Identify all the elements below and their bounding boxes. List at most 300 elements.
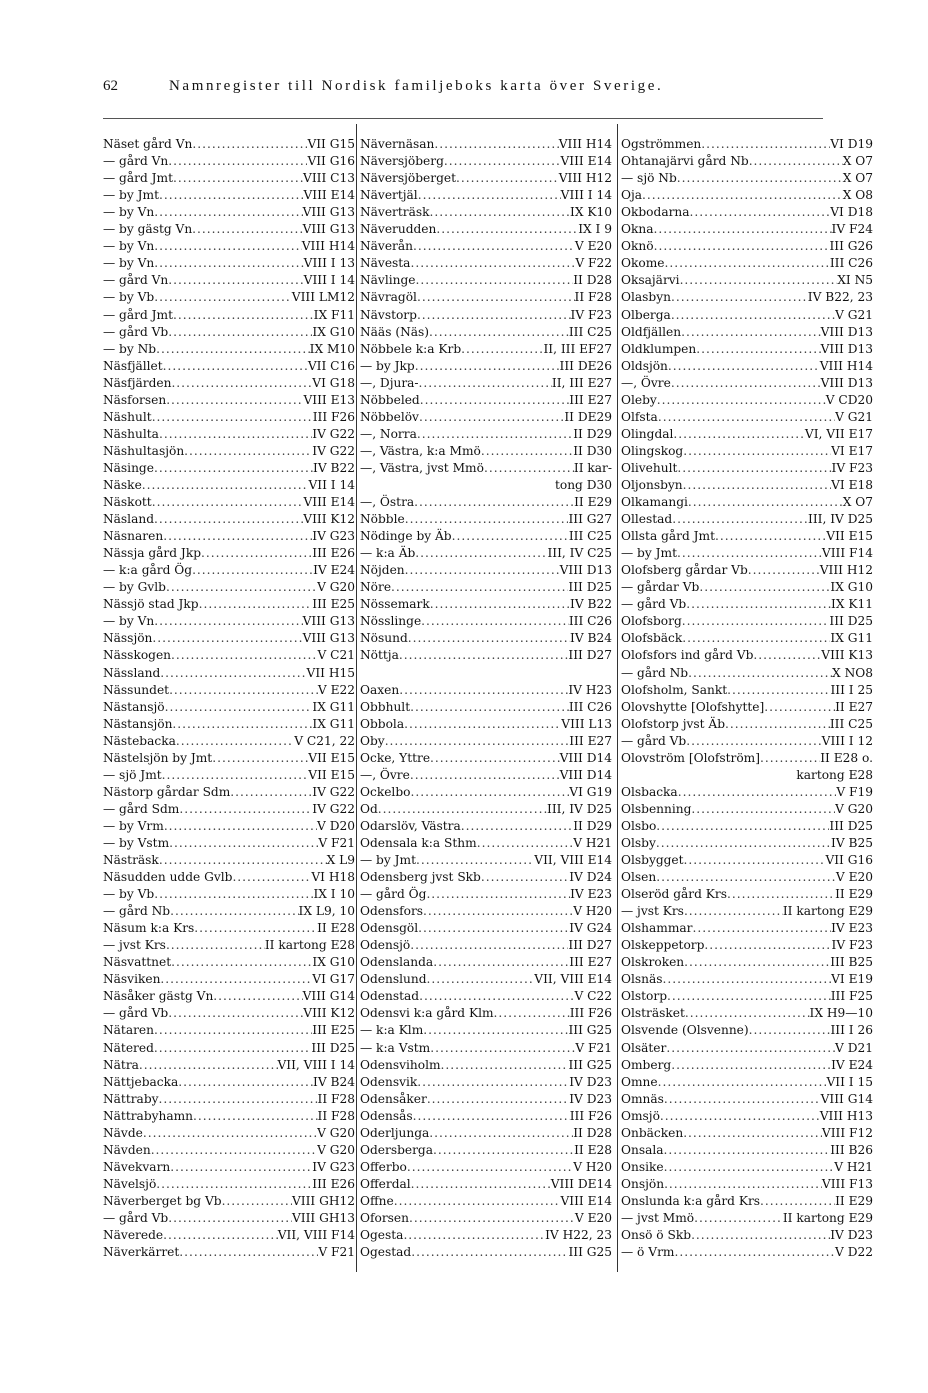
entry-reference: II D29	[573, 426, 612, 441]
entry-name: Nätaren	[103, 1023, 154, 1038]
entry-name: Okome	[621, 256, 665, 271]
entry-reference: V G21	[835, 307, 873, 322]
entry-reference: III, IV D25	[808, 512, 873, 527]
entry-name: Olivehult	[621, 460, 678, 475]
dot-leader	[664, 255, 829, 272]
entry-name: Olskroken	[621, 955, 685, 970]
index-entry	[360, 1108, 612, 1125]
entry-reference: III I 25	[830, 682, 873, 697]
entry-reference: VIII E14	[303, 495, 355, 510]
dot-leader	[184, 443, 312, 460]
index-entry	[103, 204, 355, 221]
entry-name: Onsjön	[621, 1176, 665, 1191]
entry-name: Odenstad	[360, 989, 420, 1004]
entry-name: Olsvende (Olsvenne)	[621, 1023, 749, 1038]
entry-name: Oaxen	[360, 682, 400, 697]
entry-name: Olingdal	[621, 426, 674, 441]
entry-reference: II D28	[573, 1125, 612, 1140]
dot-leader	[664, 1142, 831, 1159]
entry-name: Nösund	[360, 631, 408, 646]
dot-leader	[409, 1210, 575, 1227]
index-entry	[103, 545, 355, 562]
entry-reference: VI E17	[831, 443, 873, 458]
entry-name: Olofsborg	[621, 614, 682, 629]
index-entry	[360, 1057, 612, 1074]
entry-reference: VII I 15	[826, 1074, 873, 1089]
index-entry	[621, 682, 873, 699]
dot-leader	[658, 409, 835, 426]
entry-name: Näske	[103, 477, 142, 492]
dot-leader	[696, 341, 820, 358]
index-entry	[621, 716, 873, 733]
entry-reference: V C21	[317, 648, 355, 663]
index-entry	[103, 750, 355, 767]
index-entry	[103, 630, 355, 647]
entry-name: Olkamangi	[621, 495, 688, 510]
index-entry	[621, 443, 873, 460]
index-entry	[621, 306, 873, 323]
index-entry	[621, 324, 873, 341]
index-entry	[621, 1022, 873, 1039]
entry-name: Ohtanajärvi gård Nb	[621, 154, 749, 169]
entry-name: Nöbble	[360, 512, 405, 527]
entry-name: — by Vn	[103, 205, 155, 220]
index-entry	[103, 289, 355, 306]
entry-name: —, Västra, k:a Mmö	[360, 443, 481, 458]
index-entry	[103, 869, 355, 886]
entry-reference: III C26	[829, 256, 873, 271]
entry-reference: II D29	[573, 818, 612, 833]
dot-leader	[691, 801, 835, 818]
entry-name: Odensjö	[360, 938, 411, 953]
dot-leader	[656, 818, 829, 835]
entry-reference: IV D24	[569, 870, 612, 885]
entry-reference: III C25	[568, 324, 612, 339]
dot-leader	[154, 613, 302, 630]
dot-leader	[173, 170, 303, 187]
index-entry	[360, 272, 612, 289]
entry-name: Näsfjärden	[103, 375, 172, 390]
index-entry	[621, 477, 873, 494]
index-entry	[360, 750, 612, 767]
entry-name: — by Vn	[103, 256, 155, 271]
dot-leader	[152, 409, 313, 426]
entry-reference: VIII D13	[820, 341, 873, 356]
index-entry	[621, 1108, 873, 1125]
dot-leader	[749, 1022, 831, 1039]
index-entry	[103, 1057, 355, 1074]
index-entry	[103, 682, 355, 699]
dot-leader	[701, 136, 830, 153]
entry-reference: VII H15	[306, 665, 355, 680]
entry-reference: V E20	[574, 1211, 612, 1225]
index-entry	[360, 341, 612, 358]
index-entry	[360, 426, 612, 443]
index-entry	[360, 375, 612, 392]
entry-reference: III DE26	[559, 358, 612, 373]
entry-reference: V F21	[318, 1245, 355, 1260]
index-entry	[103, 153, 355, 170]
entry-name: Odensberg jvst Skb	[360, 870, 481, 885]
entry-reference: VIII F14	[821, 546, 873, 561]
index-entry	[360, 443, 612, 460]
index-entry	[621, 579, 873, 596]
entry-name: Nävekvarn	[103, 1159, 171, 1174]
dot-leader	[677, 545, 822, 562]
entry-reference: VIII K13	[821, 648, 873, 663]
entry-reference: IX G11	[312, 716, 355, 731]
index-entry	[621, 1193, 873, 1210]
dot-leader	[427, 971, 535, 988]
entry-reference: VIII I 14	[303, 273, 355, 288]
entry-name: — by Vstm	[103, 835, 170, 850]
entry-name: Olsbenning	[621, 801, 692, 816]
entry-name: Olovshytte [Olofshytte]	[621, 699, 765, 714]
entry-name: Näsfjället	[103, 358, 163, 373]
index-entry	[621, 988, 873, 1005]
entry-name: Nöjden	[360, 563, 405, 578]
dot-leader	[417, 1074, 569, 1091]
entry-name: —, Östra	[360, 495, 415, 510]
entry-name: —, Övre	[360, 767, 410, 782]
entry-reference: IV G22	[312, 784, 355, 799]
entry-name: Nävesta	[360, 256, 411, 271]
dot-leader	[683, 443, 831, 460]
index-entry	[621, 596, 873, 613]
entry-reference: XI N5	[837, 273, 873, 288]
entry-reference: VII E15	[308, 750, 355, 765]
entry-reference: IV H22, 23	[545, 1228, 612, 1243]
entry-name: Olstorp	[621, 989, 668, 1004]
entry-name: Offne	[360, 1193, 394, 1208]
entry-name: Oldfjällen	[621, 324, 682, 339]
index-entry	[360, 238, 612, 255]
entry-reference: VIII G14	[302, 989, 355, 1004]
entry-reference: II E29	[835, 1193, 873, 1208]
index-entry	[360, 937, 612, 954]
index-entry	[360, 1022, 612, 1039]
dot-leader	[414, 494, 574, 511]
entry-reference: IX H9—10	[809, 1006, 873, 1021]
index-entry	[621, 562, 873, 579]
entry-name: — k:a Äb	[360, 546, 416, 561]
index-entry	[103, 767, 355, 784]
entry-name: — sjö Nb	[621, 171, 677, 186]
entry-name: — gård Vb	[621, 597, 687, 612]
dot-leader	[173, 307, 314, 324]
entry-name: Nättraby	[103, 1091, 159, 1106]
index-entry	[621, 1005, 873, 1022]
index-entry	[360, 733, 612, 750]
entry-reference: IV B22	[570, 597, 612, 612]
entry-reference: V E20	[574, 239, 612, 254]
dot-leader	[143, 1125, 317, 1142]
index-entry	[103, 699, 355, 716]
column-divider	[356, 124, 357, 1272]
dot-leader	[162, 767, 309, 784]
dot-leader	[419, 988, 574, 1005]
index-entry	[360, 630, 612, 647]
index-entry	[103, 170, 355, 187]
entry-name: Olskeppetorp	[621, 938, 705, 953]
entry-name: Omnäs	[621, 1091, 664, 1106]
dot-leader	[403, 1227, 545, 1244]
index-entry	[360, 153, 612, 170]
dot-leader	[654, 238, 830, 255]
index-entry	[621, 1125, 873, 1142]
entry-name: Näshultasjön	[103, 443, 185, 458]
entry-reference: III G25	[568, 1023, 612, 1038]
dot-leader	[154, 460, 313, 477]
entry-name: Nässjö stad Jkp	[103, 597, 199, 612]
dot-leader	[192, 221, 302, 238]
index-entry	[103, 255, 355, 272]
entry-name: Okbodarna	[621, 205, 690, 220]
index-entry	[103, 647, 355, 664]
dot-leader	[430, 750, 560, 767]
entry-reference: V H20	[573, 1159, 612, 1174]
entry-name: — gård Vn	[103, 273, 169, 288]
dot-leader	[151, 1142, 317, 1159]
dot-leader	[160, 971, 312, 988]
dot-leader	[760, 750, 820, 767]
entry-reference: II F28	[574, 290, 612, 305]
dot-leader	[212, 750, 308, 767]
index-entry	[360, 1074, 612, 1091]
dot-leader	[230, 784, 312, 801]
entry-reference: tong D30	[554, 477, 612, 492]
entry-reference: VIII L13	[561, 716, 612, 731]
entry-name: Od	[360, 801, 378, 816]
dot-leader	[169, 835, 318, 852]
dot-leader	[410, 699, 569, 716]
entry-name: Nättrabyhamn	[103, 1108, 194, 1123]
index-entry	[621, 835, 873, 852]
dot-leader	[159, 852, 327, 869]
dot-leader	[429, 324, 569, 341]
entry-name: —, Övre	[621, 375, 671, 390]
entry-reference: IX G10	[830, 580, 873, 595]
dot-leader	[176, 733, 294, 750]
index-entry	[103, 1108, 355, 1125]
index-entry	[360, 596, 612, 613]
dot-leader	[419, 375, 552, 392]
dot-leader	[168, 1210, 292, 1227]
entry-name: Nästelsjön by Jmt	[103, 750, 213, 765]
entry-name: Näshulta	[103, 426, 159, 441]
dot-leader	[415, 545, 547, 562]
dot-leader	[429, 1125, 573, 1142]
index-entry	[103, 801, 355, 818]
entry-reference: VIII D14	[559, 750, 612, 765]
entry-reference: IX I 9	[578, 222, 612, 237]
entry-name: Odenslanda	[360, 955, 434, 970]
entry-reference: III D25	[829, 818, 873, 833]
entry-name: Nöttja	[360, 648, 399, 663]
index-entry	[621, 647, 873, 664]
index-entry	[621, 426, 873, 443]
dot-leader	[430, 596, 570, 613]
dot-leader	[166, 392, 303, 409]
index-entry	[103, 1227, 355, 1244]
index-entry	[621, 886, 873, 903]
entry-reference: II F28	[317, 1108, 355, 1123]
index-entry	[360, 409, 612, 426]
entry-name: Oknö	[621, 239, 654, 254]
entry-reference: VIII H13	[819, 1108, 873, 1123]
entry-name: — by Nb	[103, 341, 157, 356]
index-entry	[360, 562, 612, 579]
entry-reference: V C22	[574, 989, 612, 1004]
entry-reference: VII C16	[307, 358, 355, 373]
dot-leader	[683, 1125, 822, 1142]
index-entry	[621, 1159, 873, 1176]
entry-name: Olovström [Olofström]	[621, 750, 760, 765]
index-entry	[360, 1210, 612, 1227]
entry-reference: III G27	[568, 512, 612, 527]
dot-leader	[658, 1074, 827, 1091]
dot-leader	[423, 903, 573, 920]
dot-leader	[668, 358, 820, 375]
entry-name: — gård Jmt	[103, 171, 173, 186]
entry-name: — gård Vb	[103, 324, 169, 339]
index-entry	[103, 784, 355, 801]
index-entry	[103, 937, 355, 954]
dot-leader	[159, 426, 312, 443]
entry-name: Nääs (Näs)	[360, 324, 430, 339]
entry-name: Nästebacka	[103, 733, 176, 748]
entry-name: Nästräsk	[103, 853, 159, 868]
dot-leader	[680, 272, 838, 289]
entry-reference: VIII G13	[302, 614, 355, 629]
index-entry	[103, 988, 355, 1005]
entry-reference: IX M10	[309, 341, 355, 356]
entry-name: Odensvi k:a gård Klm	[360, 1006, 494, 1021]
index-entry	[360, 187, 612, 204]
entry-name: Näverberget bg Vb	[103, 1193, 222, 1208]
index-entry	[103, 477, 355, 494]
dot-leader	[418, 920, 569, 937]
entry-reference: IV G24	[569, 921, 612, 936]
entry-name: Olberga	[621, 307, 671, 322]
entry-name: Onsö ö Skb	[621, 1228, 692, 1243]
entry-reference: III D27	[568, 648, 612, 663]
dot-leader	[433, 954, 569, 971]
entry-name: Nästansjö	[103, 699, 165, 714]
entry-name: Näsland	[103, 512, 154, 527]
index-entry	[103, 392, 355, 409]
index-entry	[621, 869, 873, 886]
entry-reference: IV F23	[831, 938, 873, 953]
entry-name: Nätered	[103, 1040, 154, 1055]
entry-name: — by gästg Vn	[103, 222, 193, 237]
index-entry	[360, 511, 612, 528]
index-entry	[103, 443, 355, 460]
index-entry	[360, 579, 612, 596]
entry-reference: IV E23	[570, 887, 612, 902]
entry-name: Nässja gård Jkp	[103, 546, 201, 561]
dot-leader	[656, 869, 836, 886]
entry-name: Ockelbo	[360, 784, 411, 799]
index-entry	[360, 699, 612, 716]
entry-name: Olofsholm, Sankt	[621, 682, 728, 697]
entry-reference: IV E24	[831, 1057, 873, 1072]
entry-reference: II kar-	[573, 460, 612, 475]
entry-reference: II DE29	[564, 409, 612, 424]
entry-reference: IV B22	[313, 460, 355, 475]
index-entry	[621, 341, 873, 358]
entry-name: Olofsberg gårdar Vb	[621, 563, 748, 578]
dot-leader	[419, 409, 564, 426]
entry-reference: VI E19	[831, 972, 873, 987]
index-entry	[621, 801, 873, 818]
index-entry	[360, 255, 612, 272]
entry-reference: V G21	[835, 409, 873, 424]
index-entry	[103, 818, 355, 835]
index-entry	[360, 289, 612, 306]
dot-leader	[213, 988, 302, 1005]
index-entry	[621, 1039, 873, 1056]
entry-name: Oksajärvi	[621, 273, 680, 288]
dot-leader	[715, 528, 826, 545]
entry-reference: VIII F13	[821, 1176, 873, 1191]
entry-reference: VIII GH12	[292, 1193, 355, 1208]
entry-reference: IV B24	[313, 1074, 355, 1089]
index-entry	[360, 545, 612, 562]
entry-reference: IV D23	[569, 1091, 612, 1106]
entry-name: Odersberga	[360, 1142, 433, 1157]
index-entry	[360, 324, 612, 341]
entry-name: — gård Ög	[360, 887, 427, 902]
dot-leader	[165, 699, 313, 716]
index-entry	[621, 818, 873, 835]
dot-leader	[154, 1040, 312, 1057]
entry-reference: VIII I 14	[560, 188, 612, 203]
entry-name: Offerbo	[360, 1159, 407, 1174]
index-entry	[360, 852, 612, 869]
dot-leader	[684, 954, 830, 971]
entry-reference: II D28	[573, 273, 612, 288]
dot-leader	[684, 903, 783, 920]
dot-leader	[407, 1159, 573, 1176]
entry-reference: VIII H14	[558, 137, 612, 152]
index-entry	[360, 1176, 612, 1193]
index-entry	[621, 358, 873, 375]
index-entry	[360, 988, 612, 1005]
entry-name: — by Vb	[103, 887, 155, 902]
entry-name: Odensåker	[360, 1091, 427, 1106]
dot-leader	[760, 1193, 835, 1210]
entry-name: Ogesta	[360, 1228, 404, 1243]
entry-reference: IV E24	[313, 563, 355, 578]
entry-reference: III G25	[568, 1057, 612, 1072]
entry-name: Obbhult	[360, 699, 411, 714]
index-entry	[360, 835, 612, 852]
dot-leader	[664, 1091, 821, 1108]
dot-leader	[385, 733, 570, 750]
entry-reference: IV G23	[312, 1159, 355, 1174]
index-entry	[103, 324, 355, 341]
entry-reference: IV B22, 23	[807, 290, 873, 305]
entry-reference: VIII DE14	[550, 1176, 612, 1191]
dot-leader	[399, 682, 568, 699]
dot-leader	[477, 835, 573, 852]
dot-leader	[192, 136, 307, 153]
dot-leader	[436, 221, 578, 238]
entry-reference: VIII K12	[303, 1006, 355, 1021]
entry-reference: X O7	[842, 154, 873, 169]
entry-name: — gård Sdm	[103, 801, 180, 816]
